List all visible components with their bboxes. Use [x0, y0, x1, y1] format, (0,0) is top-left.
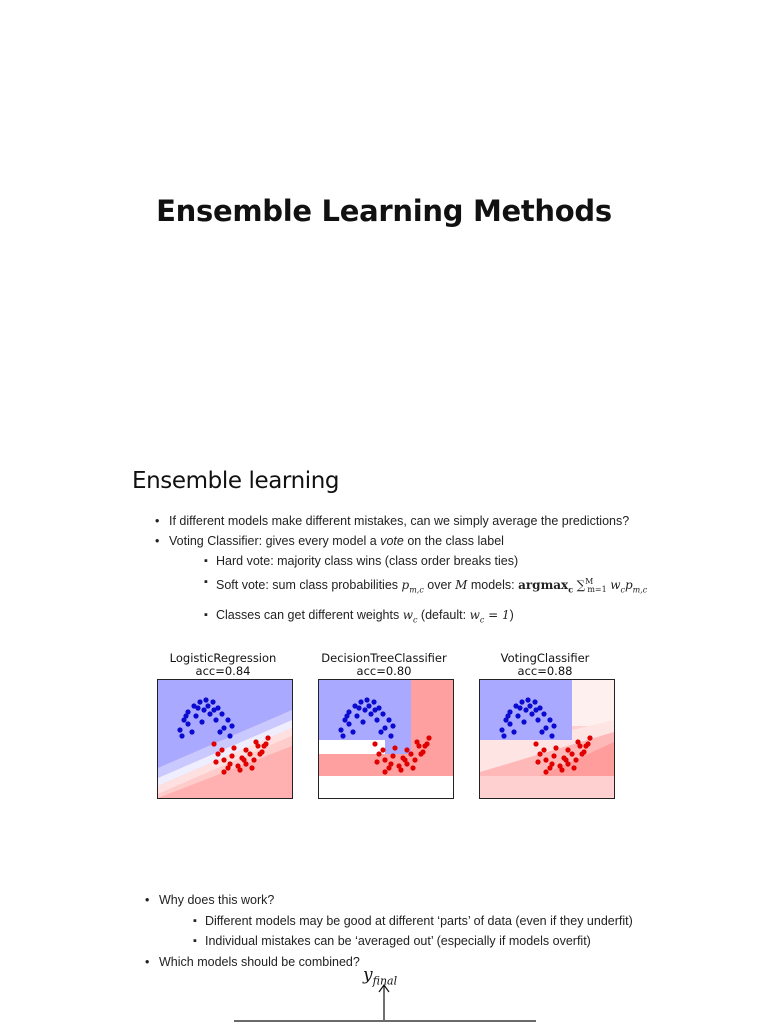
red-point [424, 741, 429, 746]
blue-point [511, 729, 516, 734]
red-point [563, 757, 568, 762]
red-point [241, 757, 246, 762]
blue-point [380, 711, 385, 716]
blue-point [356, 705, 361, 710]
blue-point [523, 707, 528, 712]
blue-point [539, 729, 544, 734]
y-final-label: $y_{final}$ [363, 965, 398, 988]
red-point [243, 747, 248, 752]
blue-point [501, 733, 506, 738]
plot-title-tree: DecisionTreeClassifier acc=0.80 [321, 651, 447, 678]
red-point [535, 759, 540, 764]
blue-point [519, 699, 524, 704]
blue-point [229, 723, 234, 728]
red-point [581, 749, 586, 754]
blue-point [185, 721, 190, 726]
bullet-average: • If different models make different mistakes, can we simply average the predictions? [155, 511, 675, 531]
red-point [543, 757, 548, 762]
red-point [231, 745, 236, 750]
blue-point [189, 729, 194, 734]
blue-point [358, 699, 363, 704]
page-title: Ensemble Learning Methods [156, 194, 612, 228]
bullet-voting: • Voting Classifier: gives every model a vote on the class label [155, 531, 675, 551]
slide-title: Ensemble learning [132, 468, 340, 494]
red-point [575, 739, 580, 744]
blue-point [225, 717, 230, 722]
blue-point [193, 713, 198, 718]
red-point [390, 753, 395, 758]
blue-point [213, 717, 218, 722]
blue-point [390, 723, 395, 728]
weight-symbol: $w_c$ [402, 608, 418, 625]
blue-point [227, 733, 232, 738]
blue-point [340, 733, 345, 738]
red-point [253, 739, 258, 744]
blue-point [217, 729, 222, 734]
blue-point [527, 703, 532, 708]
blue-point [541, 711, 546, 716]
red-point [412, 757, 417, 762]
red-point [259, 749, 264, 754]
prob-symbol: $p_{m,c}$ [401, 578, 424, 595]
blue-point [374, 717, 379, 722]
plot-title-voting: VotingClassifier acc=0.88 [500, 651, 590, 678]
red-point [376, 751, 381, 756]
red-point [229, 753, 234, 758]
blue-point [338, 727, 343, 732]
blue-point [179, 733, 184, 738]
bullet-hard-vote: ▪ Hard vote: majority class wins (class order breaks ties) [204, 551, 675, 571]
bullet-why: • Why does this work? [145, 890, 705, 911]
blue-point [547, 717, 552, 722]
ensemble-diagram [230, 982, 550, 1024]
blue-point [362, 707, 367, 712]
blue-point [207, 711, 212, 716]
red-point [221, 769, 226, 774]
blue-point [505, 713, 510, 718]
blue-point [507, 721, 512, 726]
blue-point [551, 723, 556, 728]
plot-decision-tree [318, 679, 454, 799]
blue-point [386, 717, 391, 722]
red-point [414, 739, 419, 744]
red-point [265, 735, 270, 740]
blue-point [371, 699, 376, 704]
red-point [408, 751, 413, 756]
red-point [398, 767, 403, 772]
bullet-averaged: ▪ Individual mistakes can be ‘averaged out’ (especially if models overfit) [193, 931, 705, 952]
blue-point [543, 725, 548, 730]
red-point [392, 745, 397, 750]
bullet-parts: ▪ Different models may be good at different ‘parts’ of data (even if they underfit) [193, 911, 705, 932]
blue-point [549, 733, 554, 738]
blue-point [532, 699, 537, 704]
blue-point [177, 727, 182, 732]
blue-point [521, 719, 526, 724]
model-count-symbol: M [455, 578, 468, 592]
red-point [249, 765, 254, 770]
red-point [219, 747, 224, 752]
red-point [541, 747, 546, 752]
red-point [410, 765, 415, 770]
blue-point [350, 729, 355, 734]
blue-point [533, 707, 538, 712]
blue-point [529, 711, 534, 716]
red-point [420, 749, 425, 754]
blue-point [210, 699, 215, 704]
blue-point [354, 713, 359, 718]
red-point [543, 769, 548, 774]
red-point [547, 765, 552, 770]
bullet-which: • Which models should be combined? [145, 952, 705, 973]
red-point [247, 751, 252, 756]
red-point [225, 765, 230, 770]
blue-point [515, 713, 520, 718]
blue-point [205, 703, 210, 708]
red-point [213, 759, 218, 764]
red-point [585, 741, 590, 746]
blue-point [364, 697, 369, 702]
plot-title-logistic: LogisticRegression acc=0.84 [169, 651, 277, 678]
red-point [571, 765, 576, 770]
blue-point [221, 725, 226, 730]
red-point [263, 741, 268, 746]
blue-point [366, 703, 371, 708]
blue-point [211, 707, 216, 712]
red-point [537, 751, 542, 756]
plot-logistic-regression [157, 679, 293, 799]
blue-point [499, 727, 504, 732]
blue-point [360, 719, 365, 724]
blue-point [517, 705, 522, 710]
red-point [533, 741, 538, 746]
red-point [374, 759, 379, 764]
default-weight-symbol: $w_c = 1$ [469, 608, 510, 625]
argmax-symbol: argmax$_c$ [518, 578, 574, 595]
red-point [573, 757, 578, 762]
blue-point [344, 713, 349, 718]
red-point [404, 747, 409, 752]
red-point [211, 741, 216, 746]
red-point [382, 769, 387, 774]
bullet-list [155, 511, 675, 631]
blue-point [368, 711, 373, 716]
sum-symbol: ∑$^M_{m=1}$ [576, 577, 607, 595]
red-point [237, 767, 242, 772]
blue-point [199, 719, 204, 724]
plot-voting-classifier [479, 679, 615, 799]
blue-point [197, 699, 202, 704]
blue-point [535, 717, 540, 722]
blue-point [219, 711, 224, 716]
red-point [380, 747, 385, 752]
red-point [587, 735, 592, 740]
red-point [402, 757, 407, 762]
blue-point [195, 705, 200, 710]
red-point [553, 745, 558, 750]
red-point [372, 741, 377, 746]
red-point [559, 767, 564, 772]
red-point [251, 757, 256, 762]
red-point [215, 751, 220, 756]
bullet-soft-vote: ▪ Soft vote: sum class probabilities $p_{m,c}$ over M models: argmax$_c$ ∑$^M_{m=1}$ $w_cp_{m,c}$ [204, 571, 675, 601]
blue-point [378, 729, 383, 734]
bullet-weights: ▪ Classes can get different weights $w_c$ (default: $w_c = 1$) [204, 605, 675, 630]
red-point [382, 757, 387, 762]
blue-point [346, 721, 351, 726]
blue-point [372, 707, 377, 712]
weighted-prob-symbol: $w_cp_{m,c}$ [610, 578, 648, 595]
blue-point [388, 733, 393, 738]
blue-point [525, 697, 530, 702]
blue-point [203, 697, 208, 702]
blue-point [183, 713, 188, 718]
blue-point [382, 725, 387, 730]
red-point [565, 747, 570, 752]
bullet-list-2 [145, 890, 705, 972]
red-point [386, 765, 391, 770]
blue-point [201, 707, 206, 712]
red-point [569, 751, 574, 756]
red-point [221, 757, 226, 762]
red-point [551, 753, 556, 758]
red-point [426, 735, 431, 740]
